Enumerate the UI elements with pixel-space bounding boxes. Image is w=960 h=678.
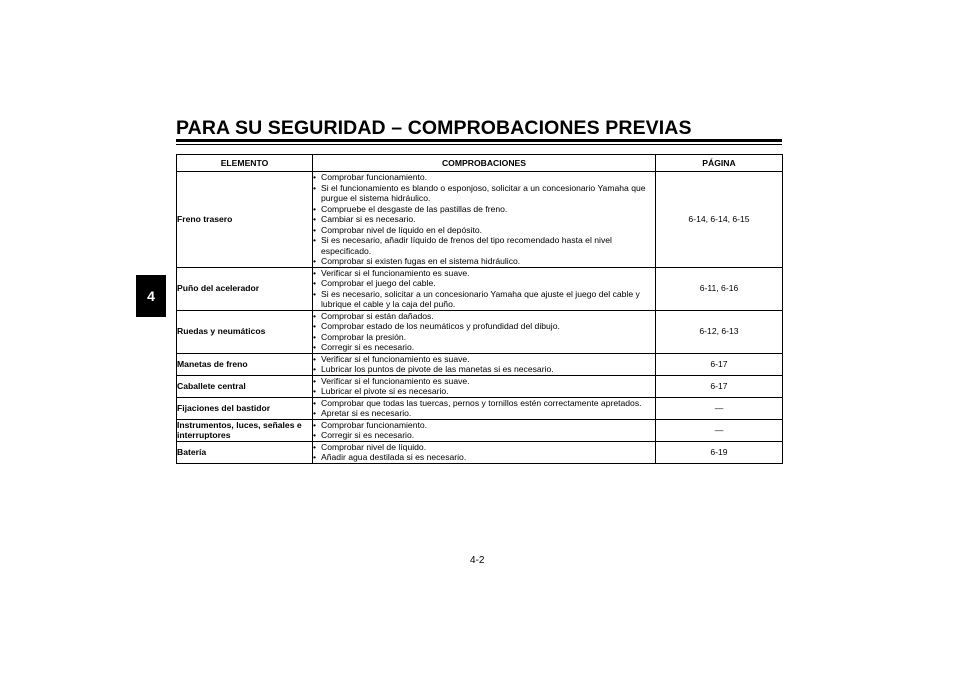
checks-list [313, 311, 655, 353]
check-item: • Verificar si el funcionamiento es suave. [313, 268, 655, 279]
page-title: PARA SU SEGURIDAD – COMPROBACIONES PREVIAS [176, 117, 692, 139]
checks-list [313, 354, 655, 375]
check-item: • Comprobar que todas las tuercas, pernos y tornillos estén correctamente apretados. [313, 398, 655, 409]
checks-list [313, 398, 655, 419]
check-item: • Lubricar el pivote si es necesario. [313, 386, 655, 397]
checks-list [313, 376, 655, 397]
table-row [177, 267, 783, 310]
check-item: • Comprobar si existen fugas en el sistema hidráulico. [313, 256, 655, 267]
title-rule-thin [176, 144, 782, 145]
checks-list [313, 268, 655, 310]
row-page-ref: 6-17 [656, 375, 783, 397]
row-page-ref: 6-14, 6-14, 6-15 [656, 172, 783, 268]
check-item: • Comprobar el juego del cable. [313, 278, 655, 289]
row-page-ref: 6-19 [656, 441, 783, 463]
check-item: • Añadir agua destilada si es necesario. [313, 452, 655, 463]
table-header-row [177, 155, 783, 172]
checks-list [313, 442, 655, 463]
row-checks [313, 441, 656, 463]
check-item: • Corregir si es necesario. [313, 430, 655, 441]
check-item: • Cambiar si es necesario. [313, 214, 655, 225]
checks-list [313, 172, 655, 267]
table-row [177, 172, 783, 268]
chapter-tab: 4 [136, 275, 166, 317]
row-checks [313, 375, 656, 397]
row-checks [313, 419, 656, 441]
row-element: Freno trasero [177, 172, 313, 268]
table-row [177, 375, 783, 397]
page-number: 4-2 [470, 555, 485, 566]
row-element: Batería [177, 441, 313, 463]
row-element: Instrumentos, luces, señales e interruptores [177, 419, 313, 441]
header-element: ELEMENTO [177, 155, 313, 172]
check-item: • Comprobar nivel de líquido en el depósito. [313, 225, 655, 236]
row-page-ref: 6-17 [656, 353, 783, 375]
row-page-ref: — [656, 397, 783, 419]
check-item: • Corregir si es necesario. [313, 342, 655, 353]
row-checks [313, 353, 656, 375]
row-checks [313, 397, 656, 419]
row-checks [313, 310, 656, 353]
table-row [177, 397, 783, 419]
check-item: • Lubricar los puntos de pivote de las manetas si es necesario. [313, 364, 655, 375]
check-item: • Si el funcionamiento es blando o esponjoso, solicitar a un concesionario Yamaha que purgue el sistema hidráulico. [313, 183, 655, 204]
check-item: • Comprobar funcionamiento. [313, 172, 655, 183]
check-item: • Si es necesario, añadir líquido de frenos del tipo recomendado hasta el nivel especificado. [313, 235, 655, 256]
table-row [177, 441, 783, 463]
row-page-ref: 6-11, 6-16 [656, 267, 783, 310]
check-item: • Verificar si el funcionamiento es suave. [313, 354, 655, 365]
check-item: • Comprobar nivel de líquido. [313, 442, 655, 453]
table-row [177, 353, 783, 375]
table-row [177, 310, 783, 353]
row-element: Ruedas y neumáticos [177, 310, 313, 353]
pre-operation-checks-table [176, 154, 783, 464]
header-page: PÁGINA [656, 155, 783, 172]
row-checks [313, 267, 656, 310]
header-checks: COMPROBACIONES [313, 155, 656, 172]
row-element: Puño del acelerador [177, 267, 313, 310]
check-item: • Compruebe el desgaste de las pastillas de freno. [313, 204, 655, 215]
table-row [177, 419, 783, 441]
check-item: • Si es necesario, solicitar a un concesionario Yamaha que ajuste el juego del cable y lubrique el cable y la caja del puño. [313, 289, 655, 310]
row-checks [313, 172, 656, 268]
check-item: • Comprobar la presión. [313, 332, 655, 343]
check-item: • Apretar si es necesario. [313, 408, 655, 419]
row-element: Manetas de freno [177, 353, 313, 375]
check-item: • Verificar si el funcionamiento es suave. [313, 376, 655, 387]
checks-list [313, 420, 655, 441]
row-page-ref: — [656, 419, 783, 441]
row-element: Caballete central [177, 375, 313, 397]
check-item: • Comprobar si están dañados. [313, 311, 655, 322]
title-rule-thick [176, 139, 782, 142]
check-item: • Comprobar funcionamiento. [313, 420, 655, 431]
check-item: • Comprobar estado de los neumáticos y profundidad del dibujo. [313, 321, 655, 332]
row-page-ref: 6-12, 6-13 [656, 310, 783, 353]
row-element: Fijaciones del bastidor [177, 397, 313, 419]
